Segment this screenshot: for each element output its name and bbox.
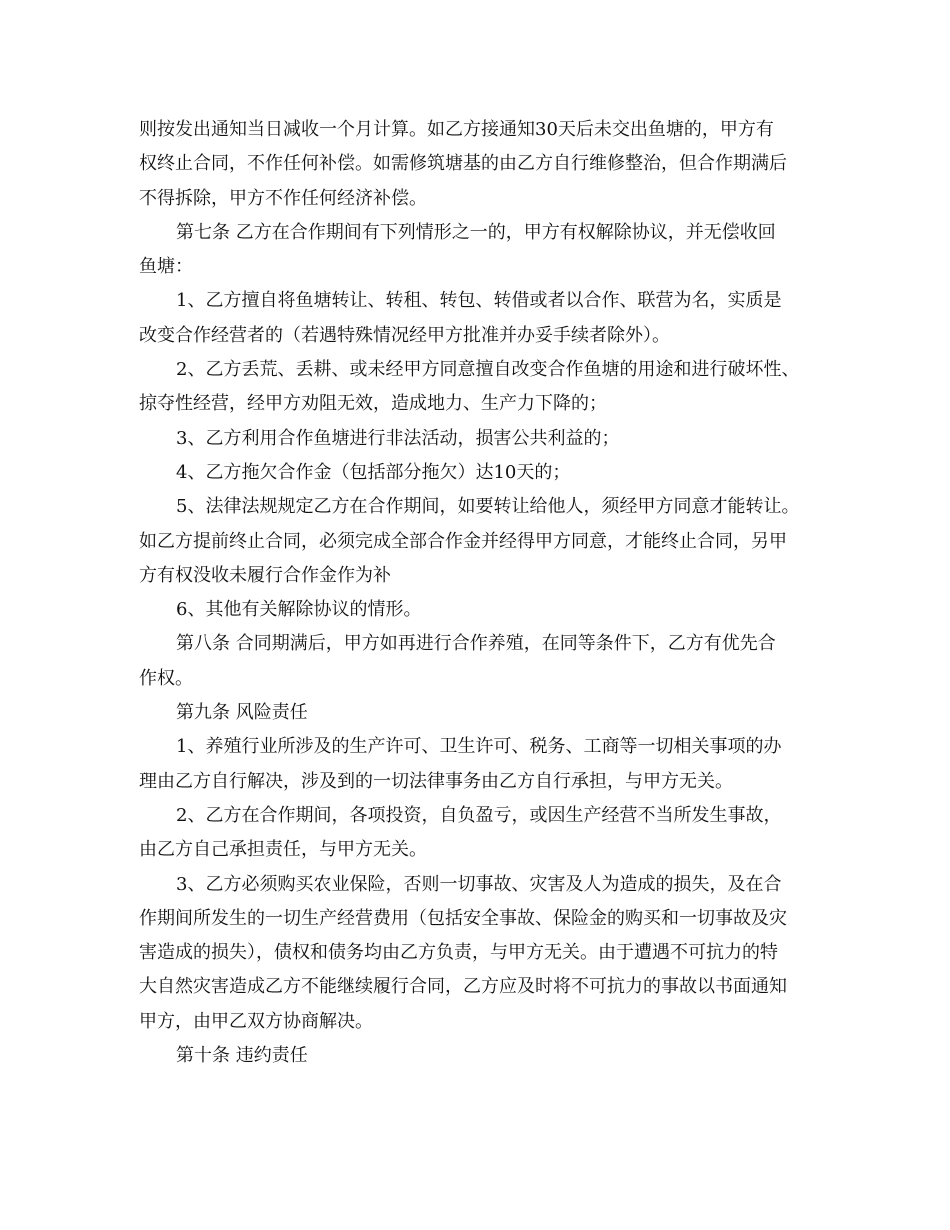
text-line: 改变合作经营者的（若遇特殊情况经甲方批准并办妥手续者除外）。 bbox=[139, 324, 670, 346]
text-line: 不得拆除，甲方不作任何经济补偿。 bbox=[139, 187, 427, 209]
text-line: 3、乙方利用合作鱼塘进行非法活动，损害公共利益的； bbox=[176, 427, 620, 449]
text-line: 6、其他有关解除协议的情形。 bbox=[176, 599, 422, 621]
text-line: 4、乙方拖欠合作金（包括部分拖欠）达10天的； bbox=[176, 461, 571, 483]
text-line: 鱼塘： bbox=[139, 256, 193, 278]
text-line: 2、乙方丢荒、丢耕、或未经甲方同意擅自改变合作鱼塘的用途和进行破坏性、 bbox=[176, 359, 800, 381]
text-line: 3、乙方必须购买农业保险，否则一切事故、灾害及人为造成的损失，及在合 bbox=[176, 873, 782, 895]
text-line: 第七条 乙方在合作期间有下列情形之一的，甲方有权解除协议，并无偿收回 bbox=[176, 221, 776, 243]
text-line: 甲方，由甲乙双方协商解决。 bbox=[139, 1010, 373, 1032]
text-line: 理由乙方自行解决，涉及到的一切法律事务由乙方自行承担，与甲方无关。 bbox=[139, 770, 733, 792]
text-line: 1、乙方擅自将鱼塘转让、转租、转包、转借或者以合作、联营为名，实质是 bbox=[176, 290, 782, 312]
text-line: 作权。 bbox=[139, 667, 193, 689]
text-line: 害造成的损失），债权和债务均由乙方负责，与甲方无关。由于遭遇不可抗力的特 bbox=[139, 942, 778, 964]
text-line: 第十条 违约责任 bbox=[176, 1045, 308, 1067]
text-line: 则按发出通知当日减收一个月计算。如乙方接通知30天后未交出鱼塘的，甲方有 bbox=[139, 119, 774, 140]
document-page bbox=[139, 113, 821, 1073]
text-line: 方有权没收未履行合作金作为补 bbox=[139, 564, 391, 586]
text-line: 如乙方提前终止合同，必须完成全部合作金并经得甲方同意，才能终止合同，另甲 bbox=[139, 530, 787, 552]
text-line: 掠夺性经营，经甲方劝阻无效，造成地力、生产力下降的； bbox=[139, 393, 607, 415]
text-line: 权终止合同，不作任何补偿。如需修筑塘基的由乙方自行维修整治，但合作期满后 bbox=[139, 153, 787, 175]
text-line: 大自然灾害造成乙方不能继续履行合同，乙方应及时将不可抗力的事故以书面通知 bbox=[139, 976, 787, 998]
text-line: 2、乙方在合作期间，各项投资，自负盈亏，或因生产经营不当所发生事故， bbox=[176, 804, 782, 826]
text-line: 作期间所发生的一切生产经营费用（包括安全事故、保险金的购买和一切事故及灾 bbox=[139, 907, 787, 929]
text-line: 5、法律法规规定乙方在合作期间，如要转让给他人，须经甲方同意才能转让。 bbox=[176, 496, 800, 518]
text-line: 第八条 合同期满后，甲方如再进行合作养殖，在同等条件下，乙方有优先合 bbox=[176, 633, 776, 655]
text-line: 由乙方自己承担责任，与甲方无关。 bbox=[139, 839, 427, 861]
text-line: 1、养殖行业所涉及的生产许可、卫生许可、税务、工商等一切相关事项的办 bbox=[176, 736, 782, 758]
text-line: 第九条 风险责任 bbox=[176, 702, 308, 724]
